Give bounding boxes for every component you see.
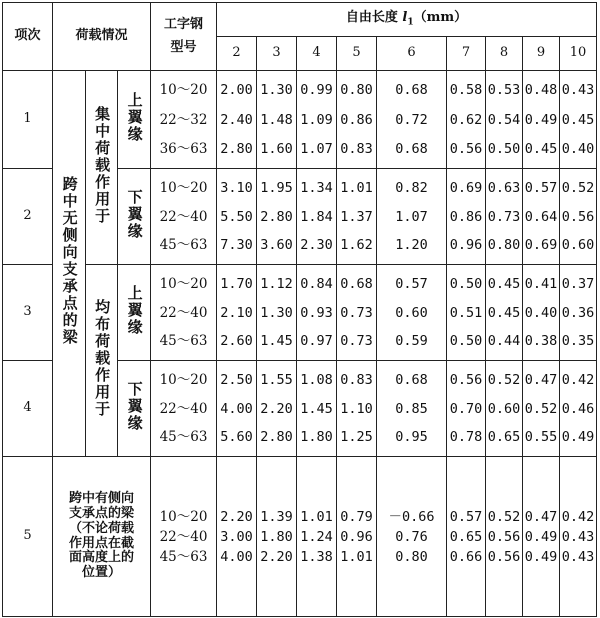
header-steel-type-line2: 型号 <box>170 39 197 55</box>
value-cell: 0.80 0.86 0.83 <box>337 71 377 169</box>
value-cell: 1.39 1.80 2.20 <box>257 457 297 617</box>
no-lateral-support-label: 跨中无侧向支承点的梁 <box>53 71 86 457</box>
value-cell: 0.52 0.56 0.60 <box>560 169 597 265</box>
value-cell: 0.42 0.46 0.49 <box>560 361 597 457</box>
header-steel-type-line1: 工字钢 <box>163 16 203 32</box>
value-cell: 1.55 2.20 2.80 <box>257 361 297 457</box>
table-row <box>3 457 597 617</box>
free-length-symbol: l <box>402 10 408 26</box>
value-cell: 2.20 3.00 4.00 <box>217 457 257 617</box>
value-cell: 3.10 5.50 7.30 <box>217 169 257 265</box>
value-cell: 0.41 0.40 0.38 <box>523 265 560 361</box>
value-cell: 0.48 0.49 0.45 <box>523 71 560 169</box>
item-number: 5 <box>3 457 53 617</box>
concentrated-load-label: 集中荷载作用于 <box>86 71 118 265</box>
value-cell: 0.69 0.86 0.96 <box>447 169 486 265</box>
value-cell: 0.63 0.73 0.80 <box>486 169 523 265</box>
item-number: 1 <box>3 71 53 169</box>
value-cell: 0.83 1.10 1.25 <box>337 361 377 457</box>
length-col-header: 2 <box>217 37 257 71</box>
value-cell: 1.12 1.30 1.45 <box>257 265 297 361</box>
length-col-header: 7 <box>447 37 486 71</box>
value-cell: －0.66 0.76 0.80 <box>377 457 447 617</box>
table-row <box>3 265 597 361</box>
item-number: 3 <box>3 265 53 361</box>
distributed-load-label: 均布荷载作用于 <box>86 265 118 457</box>
value-cell: 1.30 1.48 1.60 <box>257 71 297 169</box>
item-number: 4 <box>3 361 53 457</box>
value-cell: 0.42 0.43 0.43 <box>560 457 597 617</box>
length-col-header: 9 <box>523 37 560 71</box>
free-length-prefix: 自由长度 <box>345 10 403 26</box>
free-length-unit: （mm） <box>413 10 468 26</box>
value-cell: 0.79 0.96 1.01 <box>337 457 377 617</box>
table-row <box>3 71 597 169</box>
steel-type-cell: 10～20 22～40 45～63 <box>151 361 217 457</box>
length-col-header: 3 <box>257 37 297 71</box>
value-cell: 0.57 0.64 0.69 <box>523 169 560 265</box>
upper-flange-label: 上翼缘 <box>118 71 151 169</box>
value-cell: 0.84 0.93 0.97 <box>297 265 337 361</box>
value-cell: 0.43 0.45 0.40 <box>560 71 597 169</box>
value-cell: 0.45 0.45 0.44 <box>486 265 523 361</box>
value-cell: 1.34 1.84 2.30 <box>297 169 337 265</box>
header-steel-type <box>151 3 217 71</box>
value-cell: 0.68 0.72 0.68 <box>377 71 447 169</box>
value-cell: 0.52 0.60 0.65 <box>486 361 523 457</box>
header-row-1 <box>3 3 597 37</box>
value-cell: 2.50 4.00 5.60 <box>217 361 257 457</box>
upper-flange-label: 上翼缘 <box>118 265 151 361</box>
length-col-header: 8 <box>486 37 523 71</box>
value-cell: 0.58 0.62 0.56 <box>447 71 486 169</box>
with-lateral-support-label: 跨中有侧向 支承点的梁 （不论荷载 作用点在截 面高度上的 位置） <box>53 457 151 617</box>
value-cell: 0.53 0.54 0.50 <box>486 71 523 169</box>
steel-type-cell: 10～20 22～40 45～63 <box>151 169 217 265</box>
value-cell: 1.08 1.45 1.80 <box>297 361 337 457</box>
value-cell: 1.70 2.10 2.60 <box>217 265 257 361</box>
value-cell: 0.52 0.56 0.56 <box>486 457 523 617</box>
value-cell: 1.95 2.80 3.60 <box>257 169 297 265</box>
value-cell: 1.01 1.37 1.62 <box>337 169 377 265</box>
value-cell: 0.37 0.36 0.35 <box>560 265 597 361</box>
steel-type-cell: 10～20 22～40 45～63 <box>151 457 217 617</box>
value-cell: 0.99 1.09 1.07 <box>297 71 337 169</box>
value-cell: 2.00 2.40 2.80 <box>217 71 257 169</box>
value-cell: 0.47 0.52 0.55 <box>523 361 560 457</box>
lower-flange-label: 下翼缘 <box>118 361 151 457</box>
steel-type-cell: 10～20 22～32 36～63 <box>151 71 217 169</box>
value-cell: 0.68 0.85 0.95 <box>377 361 447 457</box>
value-cell: 0.57 0.65 0.66 <box>447 457 486 617</box>
value-cell: 0.47 0.49 0.49 <box>523 457 560 617</box>
stability-coefficient-table <box>2 2 597 617</box>
lower-flange-label: 下翼缘 <box>118 169 151 265</box>
value-cell: 0.50 0.51 0.50 <box>447 265 486 361</box>
header-free-length <box>217 3 597 37</box>
steel-type-cell: 10～20 22～40 45～63 <box>151 265 217 361</box>
length-col-header: 6 <box>377 37 447 71</box>
length-col-header: 5 <box>337 37 377 71</box>
item-number: 2 <box>3 169 53 265</box>
length-col-header: 4 <box>297 37 337 71</box>
value-cell: 0.82 1.07 1.20 <box>377 169 447 265</box>
length-col-header: 10 <box>560 37 597 71</box>
value-cell: 1.01 1.24 1.38 <box>297 457 337 617</box>
header-load-condition: 荷载情况 <box>53 3 151 71</box>
value-cell: 0.56 0.70 0.78 <box>447 361 486 457</box>
value-cell: 0.68 0.73 0.73 <box>337 265 377 361</box>
header-item-no: 项次 <box>3 3 53 71</box>
free-length-sub: 1 <box>407 17 414 28</box>
value-cell: 0.57 0.60 0.59 <box>377 265 447 361</box>
